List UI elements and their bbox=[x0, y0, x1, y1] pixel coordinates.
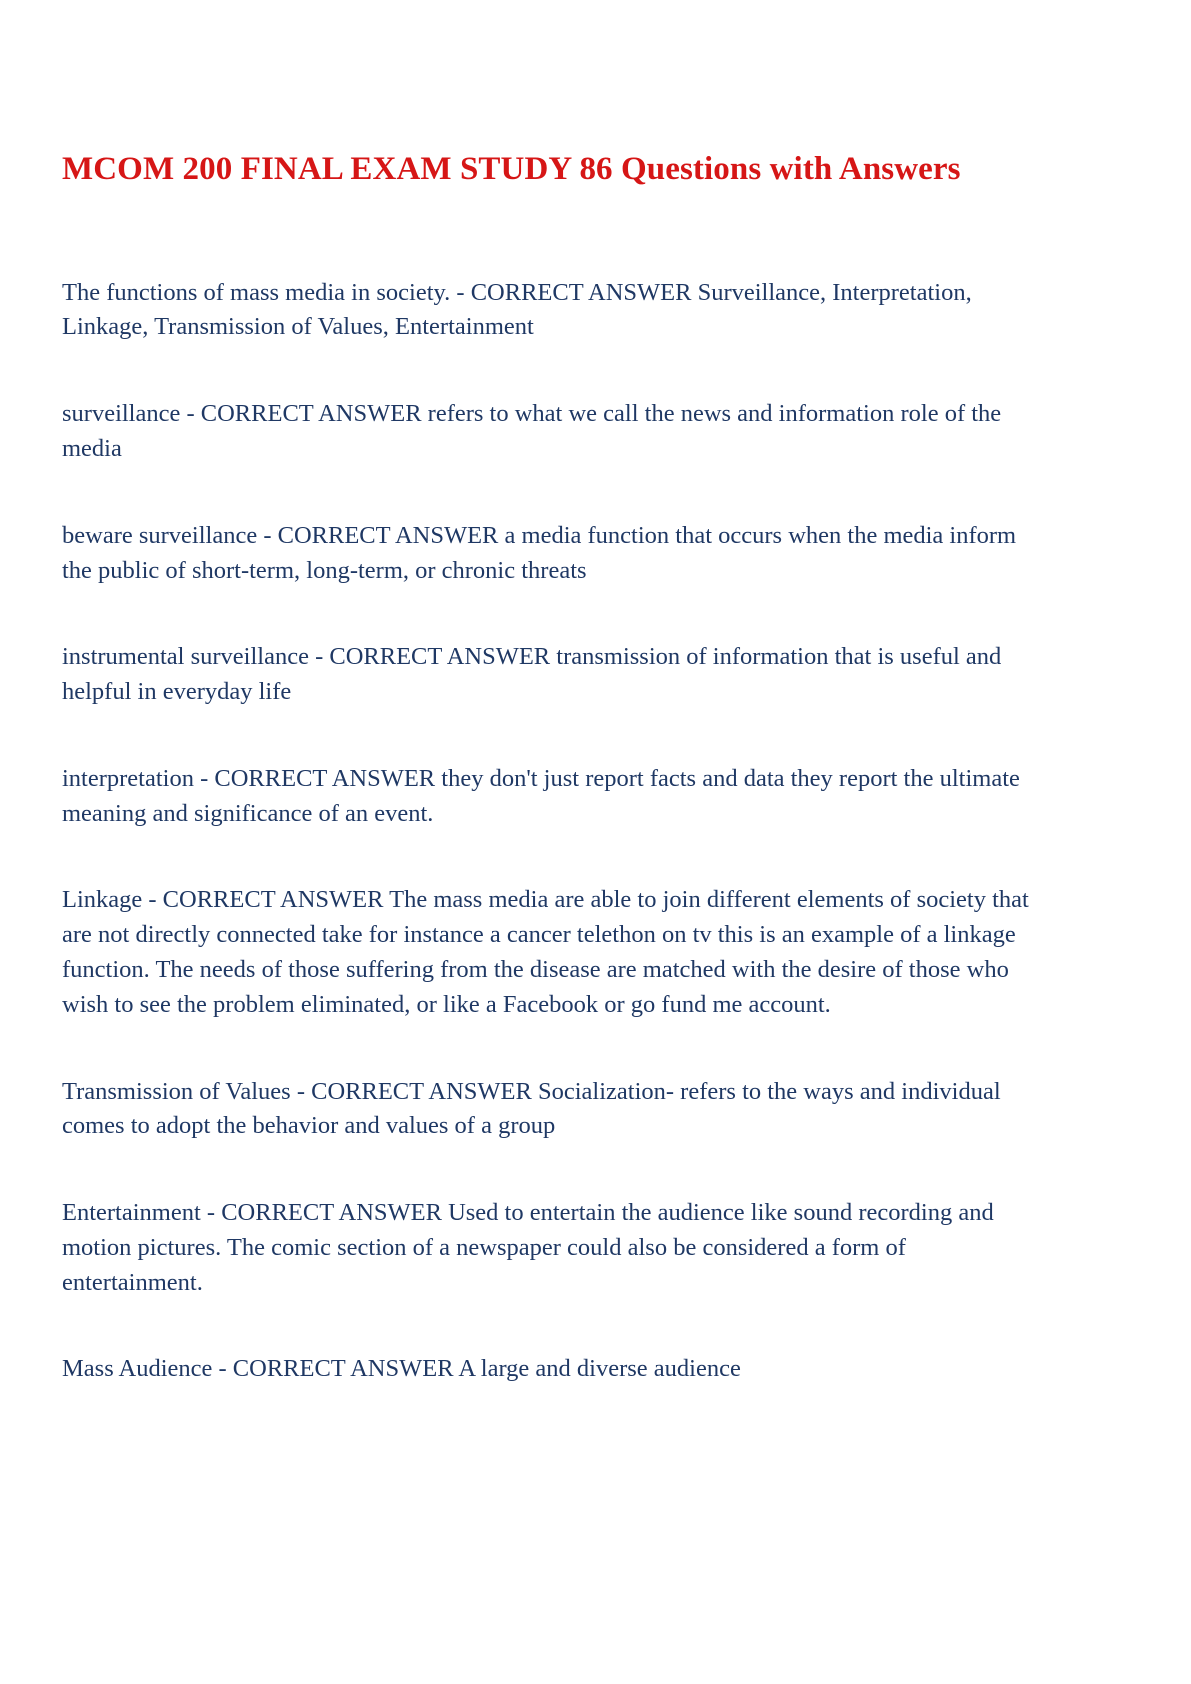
qa-entry: surveillance - CORRECT ANSWER refers to what we call the news and information role of the media bbox=[62, 400, 1002, 462]
qa-entry: Entertainment - CORRECT ANSWER Used to entertain the audience like sound recording and motion pictures. The comic section of a newspaper could also be considered a form of entertainment. bbox=[62, 1199, 994, 1296]
qa-entry: interpretation - CORRECT ANSWER they don't just report facts and data they report the ultimate meaning and significance of an event. bbox=[62, 764, 1020, 827]
qa-entry: Linkage - CORRECT ANSWER The mass media are able to join different elements of society that are not directly connected take for instance a cancer telethon on tv this is an example of a linkage function. The needs of those suffering from the disease are matched with the desire of those who wish to see the problem eliminated, or like a Facebook or go fund me account. bbox=[62, 886, 1029, 1018]
qa-entry: Transmission of Values - CORRECT ANSWER Socialization- refers to the ways and individual comes to adopt the behavior and values of a group bbox=[62, 1077, 1001, 1140]
qa-entry: beware surveillance - CORRECT ANSWER a media function that occurs when the media inform the public of short-term, long-term, or chronic threats bbox=[62, 521, 1017, 584]
qa-entry: Mass Audience - CORRECT ANSWER A large and diverse audience bbox=[62, 1355, 741, 1383]
qa-entry: instrumental surveillance - CORRECT ANSWER transmission of information that is useful and helpful in everyday life bbox=[62, 643, 1002, 706]
qa-entry-list bbox=[62, 276, 1050, 1388]
qa-entry: The functions of mass media in society. - CORRECT ANSWER Surveillance, Interpretation, Linkage, Transmission of Values, Entertainment bbox=[62, 278, 972, 341]
document-content bbox=[62, 150, 1050, 1387]
page-title: MCOM 200 FINAL EXAM STUDY 86 Questions with Answers bbox=[62, 151, 961, 187]
